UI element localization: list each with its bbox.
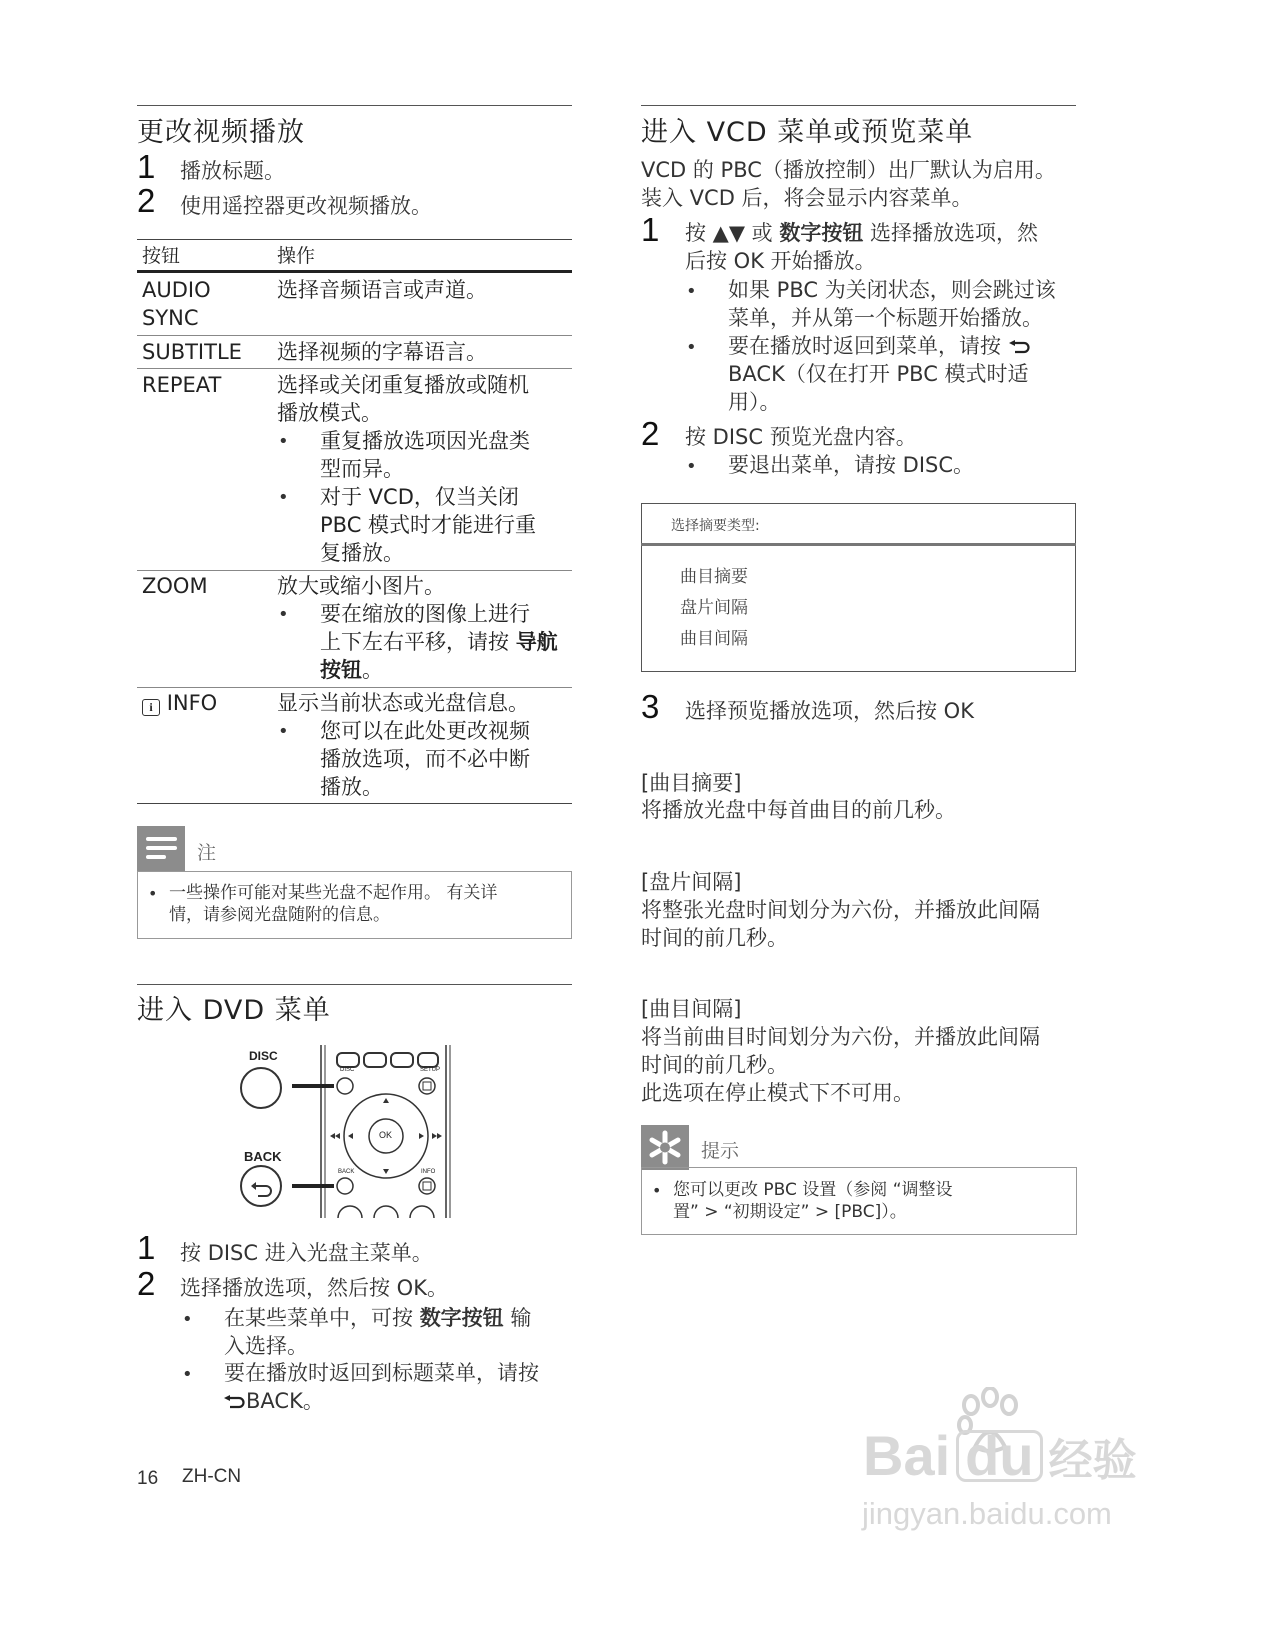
step-text: 后按 OK 开始播放。: [685, 249, 876, 273]
section-title-vcd-menu: 进入 VCD 菜单或预览菜单: [641, 117, 974, 148]
table-row-rule: [137, 335, 572, 336]
bullet-dot: •: [686, 456, 697, 477]
option-text: 将播放光盘中每首曲目的前几秒。: [641, 798, 956, 822]
bullet-dot: •: [278, 604, 289, 625]
table-row-button: AUDIO: [142, 278, 211, 302]
table-row-button: REPEAT: [142, 373, 222, 397]
step-bullet: 入选择。: [224, 1334, 308, 1358]
menu-item[interactable]: 曲目摘要: [680, 567, 748, 587]
bullet-dot: •: [278, 487, 289, 508]
step-bullet: 要在播放时返回到标题菜单，请按: [224, 1361, 539, 1385]
page-number: 16: [137, 1468, 159, 1489]
ok-button-label: OK: [379, 1130, 393, 1140]
intro-text: VCD 的 PBC（播放控制）出厂默认为启用。: [641, 158, 1056, 182]
step-text: 选择播放选项，然后按 OK。: [180, 1276, 448, 1300]
option-heading: [盘片间隔]: [641, 870, 742, 894]
section-title-dvd-menu: 进入 DVD 菜单: [137, 995, 331, 1026]
step-text: 按 ▲▼ 或 数字按钮 选择播放选项，然: [685, 221, 1039, 245]
menu-header-rule: [641, 543, 1076, 546]
table-top-rule: [137, 239, 572, 240]
step-bullet: BACK（仅在打开 PBC 模式时适: [728, 362, 1029, 386]
note-text: 一些操作可能对某些光盘不起作用。 有关详: [169, 883, 498, 903]
table-bullet: 型而异。: [320, 457, 404, 481]
table-bullet: 上下左右平移，请按 导航: [320, 630, 558, 654]
note-label: 注: [197, 842, 217, 864]
step-text: 按 DISC 预览光盘内容。: [685, 425, 917, 449]
table-bullet: 播放选项，而不必中断: [320, 747, 530, 771]
table-row-rule: [137, 687, 572, 688]
info-icon: i: [142, 699, 160, 716]
menu-header: 选择摘要类型:: [671, 518, 760, 534]
section-rule: [641, 105, 1076, 106]
menu-item[interactable]: 盘片间隔: [680, 598, 748, 618]
option-heading: [曲目摘要]: [641, 771, 742, 795]
step-bullet: 在某些菜单中，可按 数字按钮 输: [224, 1306, 532, 1330]
table-row-action: 选择音频语言或声道。: [277, 278, 487, 302]
note-icon: [137, 826, 185, 871]
table-row-action: 选择或关闭重复播放或随机: [277, 373, 529, 397]
table-row-action: 显示当前状态或光盘信息。: [277, 691, 529, 715]
table-bullet: 要在缩放的图像上进行: [320, 602, 530, 626]
bullet-dot: •: [182, 1364, 193, 1385]
watermark-brand: Bai du 经验: [863, 1424, 1137, 1487]
option-text: 此选项在停止模式下不可用。: [641, 1081, 914, 1105]
step-bullet: 要退出菜单，请按 DISC。: [728, 453, 975, 477]
table-bullet: 按钮。: [320, 658, 383, 682]
step-bullet: BACK。: [224, 1387, 324, 1416]
table-row-button: ZOOM: [142, 574, 208, 598]
table-bottom-rule: [137, 803, 572, 804]
step-bullet: 如果 PBC 为关闭状态，则会跳过该: [728, 278, 1056, 302]
table-row-button: SYNC: [142, 306, 199, 330]
table-bullet: 复播放。: [320, 541, 404, 565]
step-bullet: 用）。: [728, 390, 781, 414]
step-text: 使用遥控器更改视频播放。: [180, 194, 432, 218]
option-heading: [曲目间隔]: [641, 997, 742, 1021]
step-text: 按 DISC 进入光盘主菜单。: [180, 1241, 433, 1265]
step-text: 播放标题。: [180, 159, 285, 183]
bullet-dot: •: [182, 1309, 193, 1330]
step-number: 1: [641, 211, 660, 248]
tip-label: 提示: [701, 1140, 740, 1162]
back-icon: [224, 1395, 246, 1409]
table-bullet: 播放。: [320, 775, 383, 799]
intro-text: 装入 VCD 后，将会显示内容菜单。: [641, 186, 973, 210]
section-rule: [137, 984, 572, 985]
option-text: 时间的前几秒。: [641, 926, 788, 950]
table-row-action: 播放模式。: [277, 401, 382, 425]
back-icon: [1008, 340, 1032, 354]
disc-small-label: DISC: [340, 1067, 355, 1073]
language-code: ZH-CN: [182, 1466, 242, 1487]
bullet-dot: •: [652, 1181, 662, 1200]
table-header-button: 按钮: [142, 245, 181, 267]
table-header-action: 操作: [277, 245, 316, 267]
note-text: 情，请参阅光盘随附的信息。: [169, 905, 390, 925]
back-small-label: BACK: [338, 1169, 355, 1175]
table-row-rule: [137, 368, 572, 369]
bullet-dot: •: [278, 721, 289, 742]
table-row-rule: [137, 570, 572, 571]
bullet-dot: •: [278, 431, 289, 452]
tip-text: 您可以更改 PBC 设置（参阅 “调整设: [673, 1180, 953, 1200]
table-row-action: 选择视频的字幕语言。: [277, 340, 487, 364]
table-bullet: 对于 VCD，仅当关闭: [320, 485, 519, 509]
bullet-dot: •: [686, 281, 697, 302]
back-button-label: BACK: [244, 1149, 282, 1164]
section-rule: [137, 105, 572, 106]
bullet-dot: •: [148, 884, 158, 903]
option-text: 将当前曲目时间划分为六份，并播放此间隔: [641, 1025, 1040, 1049]
step-number: 2: [641, 415, 660, 452]
bullet-dot: •: [686, 337, 697, 358]
table-row-button: SUBTITLE: [142, 340, 242, 364]
watermark-url: jingyan.baidu.com: [862, 1496, 1112, 1531]
step-number: 1: [137, 148, 156, 185]
option-text: 时间的前几秒。: [641, 1053, 788, 1077]
table-bullet: PBC 模式时才能进行重: [320, 513, 537, 537]
step-bullet: 要在播放时返回到菜单，请按: [728, 332, 1032, 361]
step-number: 1: [137, 1229, 156, 1266]
menu-item[interactable]: 曲目间隔: [680, 629, 748, 649]
table-header-rule: [137, 270, 572, 273]
step-text: 选择预览播放选项，然后按 OK: [685, 699, 974, 723]
table-row-button: i INFO: [142, 689, 217, 718]
info-small-label: INFO: [421, 1169, 436, 1175]
step-bullet: 菜单，并从第一个标题开始播放。: [728, 306, 1043, 330]
tip-text: 置” > “初期设定” > [PBC]）。: [673, 1202, 907, 1222]
table-bullet: 您可以在此处更改视频: [320, 719, 530, 743]
step-number: 3: [641, 688, 660, 725]
option-text: 将整张光盘时间划分为六份，并播放此间隔: [641, 898, 1040, 922]
table-row-action: 放大或缩小图片。: [277, 574, 445, 598]
table-bullet: 重复播放选项因光盘类: [320, 429, 530, 453]
section-title-change-video: 更改视频播放: [137, 117, 305, 148]
disc-button-label: DISC: [249, 1049, 278, 1063]
tip-icon: [641, 1125, 689, 1170]
setup-small-label: SETUP: [420, 1067, 441, 1073]
step-number: 2: [137, 1265, 156, 1302]
step-number: 2: [137, 182, 156, 219]
